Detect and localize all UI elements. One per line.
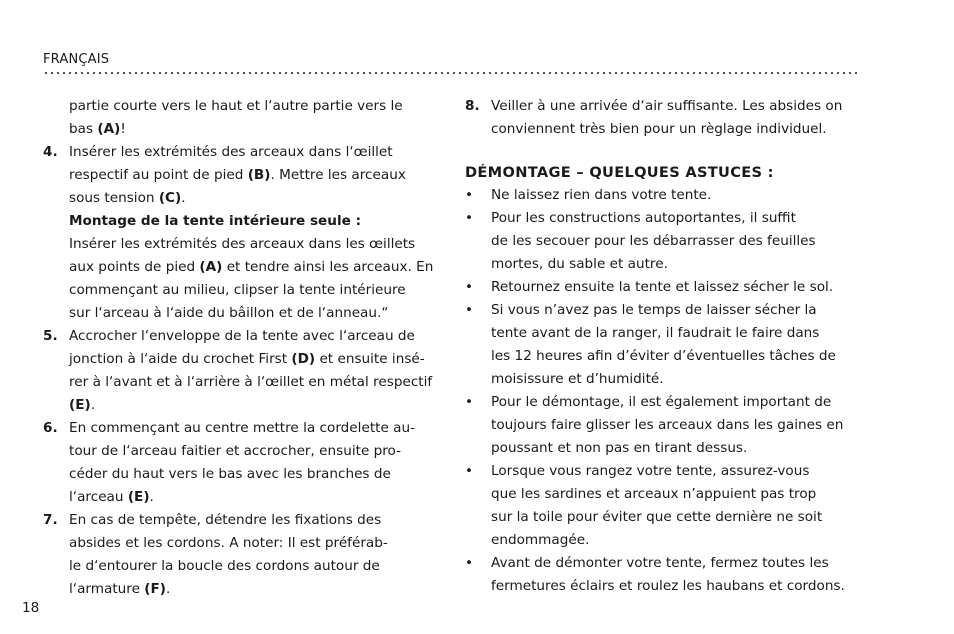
section-title: DÉMONTAGE – QUELQUES ASTUCES : (465, 164, 774, 181)
ref-label: (D) (291, 351, 316, 367)
text-line: • Lorsque vous rangez votre tente, assurez-vous (491, 463, 810, 479)
text-line: • Retournez ensuite la tente et laissez sécher le sol. (491, 279, 834, 295)
text-line: tour de l‘arceau faitier et accrocher, ensuite pro- (69, 443, 402, 459)
text-line: • Ne laissez rien dans votre tente. (491, 187, 712, 203)
text-line (69, 578, 443, 601)
text-line: Insérer les extrémités des arceaux dans l‘œillet (69, 144, 393, 160)
text-fragment: . (181, 190, 186, 206)
text-line: poussant et non pas en tirant dessus. (491, 440, 748, 456)
text-line: • Pour les constructions autoportantes, il suffit (491, 210, 796, 226)
text-line: toujours faire glisser les arceaux dans les gaines en (491, 417, 844, 433)
text-fragment: . (149, 489, 154, 505)
text-fragment: aux points de pied (69, 259, 200, 275)
text-fragment: . (90, 397, 96, 413)
step-number: 6. (43, 420, 58, 436)
text-line: céder du haut vers le bas avec les branches de (69, 466, 391, 482)
text-line: conviennent très bien pour un règlage individuel. (491, 121, 827, 137)
ref-label: (B) (247, 167, 271, 183)
text-line: endommagée. (491, 532, 590, 548)
text-line: commençant au milieu, clipser la tente intérieure (69, 282, 406, 298)
language-header: FRANÇAIS (43, 52, 110, 67)
text-line: sur la toile pour éviter que cette dernière ne soit (491, 509, 823, 525)
tip-item (465, 460, 865, 552)
text-line (69, 486, 443, 509)
tip-item (465, 207, 865, 276)
tip-item (465, 276, 865, 299)
tip-item (465, 299, 865, 391)
page-number: 18 (22, 600, 40, 616)
text-fragment: et ensuite insé- (315, 351, 425, 367)
right-column (465, 95, 865, 598)
text-line: tente avant de la ranger, il faudrait le faire dans (491, 325, 820, 341)
tip-item (465, 552, 865, 598)
text-line: • Pour le démontage, il est également important de (491, 394, 832, 410)
text-line: fermetures éclairs et roulez les haubans et cordons. (491, 578, 845, 594)
ref-label: (F) (144, 581, 166, 597)
text-line: • Avant de démonter votre tente, fermez toutes les (491, 555, 829, 571)
step-5 (43, 325, 443, 417)
step-number: 8. (465, 98, 480, 114)
text-line (69, 164, 443, 187)
text-line: absides et les cordons. A noter: Il est préférab- (69, 535, 388, 551)
text-line: Accrocher l‘enveloppe de la tente avec l‘arceau de (69, 328, 415, 344)
text-fragment: sous tension (69, 190, 159, 206)
step-6 (43, 417, 443, 509)
step-4 (43, 141, 443, 325)
step-number: 4. (43, 144, 58, 160)
tip-item (465, 391, 865, 460)
ref-label: (A) (199, 259, 223, 275)
tips-list (465, 184, 865, 598)
text-line (69, 118, 443, 141)
ref-label: (E) (127, 489, 150, 505)
text-line: mortes, du sable et autre. (491, 256, 668, 272)
text-line: • Si vous n’avez pas le temps de laisser sécher la (491, 302, 817, 318)
text-fragment: l‘arceau (69, 489, 128, 505)
step-number: 5. (43, 328, 58, 344)
dotted-divider (43, 70, 858, 76)
text-line (69, 348, 443, 371)
text-line (69, 256, 443, 279)
step-7 (43, 509, 443, 601)
text-fragment: jonction à l‘aide du crochet First (69, 351, 292, 367)
text-line (69, 394, 443, 417)
text-fragment: . Mettre les arceaux (270, 167, 406, 183)
text-line: les 12 heures afin d’éviter d’éventuelles tâches de (491, 348, 836, 364)
text-line: Veiller à une arrivée d‘air suffisante. Les absides on (491, 98, 843, 114)
text-fragment: et tendre ainsi les arceaux. En (222, 259, 434, 275)
text-line: de les secouer pour les débarrasser des feuilles (491, 233, 816, 249)
subheading: Montage de la tente intérieure seule : (69, 213, 362, 229)
text-line: que les sardines et arceaux n’appuient pas trop (491, 486, 817, 502)
text-line: sur l‘arceau à l‘aide du bâillon et de l‘anneau.“ (69, 305, 389, 321)
text-line: le d‘entourer la boucle des cordons autour de (69, 558, 380, 574)
text-line: Insérer les extrémités des arceaux dans les œillets (69, 236, 416, 252)
text-fragment: l‘armature (69, 581, 145, 597)
ref-label: (E) (69, 397, 91, 413)
continued-text (43, 95, 443, 141)
text-fragment: ! (120, 121, 126, 137)
step-8 (465, 95, 865, 141)
text-line (69, 187, 443, 210)
text-line: moisissure et d’humidité. (491, 371, 664, 387)
tip-item (465, 184, 865, 207)
text-line: rer à l‘avant et à l‘arrière à l‘œillet en métal respectif (69, 374, 433, 390)
ref-label: (A) (97, 121, 121, 137)
text-fragment: bas (69, 121, 94, 137)
text-line: En commençant au centre mettre la cordelette au- (69, 420, 416, 436)
text-line: partie courte vers le haut et l‘autre partie vers le (69, 98, 403, 114)
text-fragment: respectif au point de pied (69, 167, 248, 183)
text-fragment: . (166, 581, 171, 597)
left-column (43, 95, 443, 601)
ref-label: (C) (158, 190, 182, 206)
text-line: En cas de tempête, détendre les fixations des (69, 512, 382, 528)
step-number: 7. (43, 512, 58, 528)
